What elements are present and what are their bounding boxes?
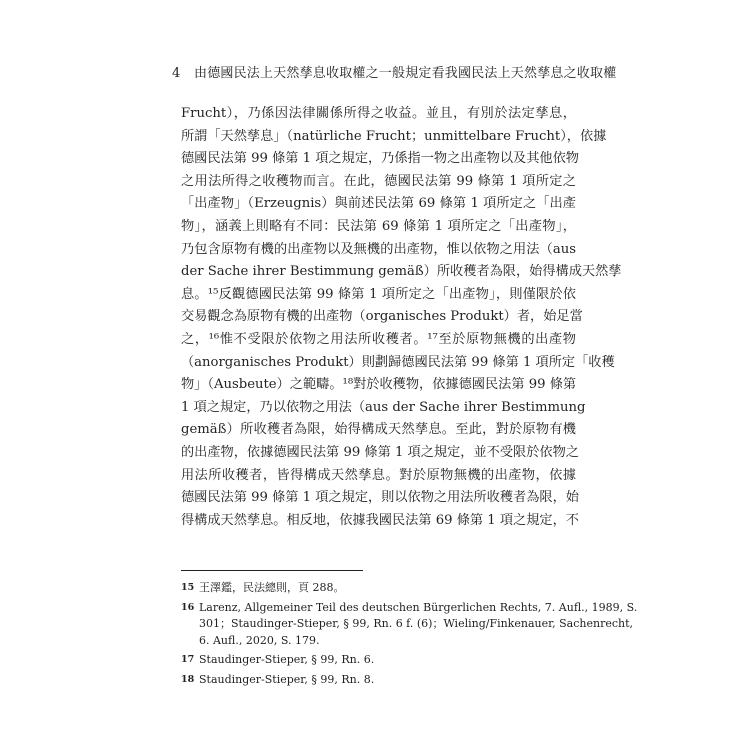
footnotes [181,580,638,692]
footnote-line: Larenz, Allgemeiner Teil des deutschen Bürgerlichen Rechts, 7. Aufl., 1989, S. [199,600,638,614]
body-line: 之，¹⁶惟不受限於依物之用法所收穫者。¹⁷至於原物無機的出產物 [181,331,576,347]
body-line: 得構成天然孳息。相反地，依據我國民法第 69 條第 1 項之規定，不 [181,512,579,528]
footnote-number: 15 [181,582,195,593]
body-line: 德國民法第 99 條第 1 項之規定，則以依物之用法所收穫者為限，始 [181,490,579,506]
footnote-line: 王澤鑑，民法總則，頁 288。 [199,581,345,594]
footnote-16 [181,600,638,650]
footnote-text [199,580,581,597]
body-line: gemäß）所收穫者為限，始得構成天然孳息。至此，對於原物有機 [181,422,576,438]
footnote-text [199,652,581,669]
footnote-17 [181,652,581,669]
footnote-line: Staudinger-Stieper, § 99, Rn. 8. [199,672,375,686]
page-number: 4 [172,66,181,81]
footnote-line: 301；Staudinger-Stieper, § 99, Rn. 6 f. (6)；Wieling/Finkenauer, Sachenrecht, [199,617,634,631]
body-line: der Sache ihrer Bestimmung gemäß）所收穫者為限，始得構成天然孳 [181,264,622,280]
body-text [181,103,622,532]
footnote-number: 16 [181,601,195,613]
body-line: 物」，涵義上則略有不同：民法第 69 條第 1 項所定之「出產物」， [181,218,576,234]
body-line: 用法所收穫者，皆得構成天然孳息。對於原物無機的出產物，依據 [181,467,576,483]
footnote-15 [181,580,581,597]
footnote-separator [181,570,363,571]
footnote-line: 6. Aufl., 2020, S. 179. [199,633,320,647]
footnote-text [199,672,581,689]
footnote-line: Staudinger-Stieper, § 99, Rn. 6. [199,653,375,667]
footnote-number: 17 [181,654,195,666]
body-line: 「出產物」（Erzeugnis）與前述民法第 69 條第 1 項所定之「出產 [181,196,576,212]
footnote-number: 18 [181,673,195,685]
running-header [172,66,617,82]
body-line: 息。¹⁵反觀德國民法第 99 條第 1 項所定之「出產物」，則僅限於依 [181,286,576,302]
body-line: 的出產物，依據德國民法第 99 條第 1 項之規定，並不受限於依物之 [181,444,579,460]
body-line: 之用法所得之收穫物而言。在此，德國民法第 99 條第 1 項所定之 [181,173,576,189]
body-line: Frucht），乃係因法律關係所得之收益。並且，有別於法定孳息， [181,106,576,121]
running-title: 由德國民法上天然孳息收取權之一般規定看我國民法上天然孳息之收取權 [194,66,617,81]
footnote-text [199,600,637,650]
body-line: 所謂「天然孳息」（natürliche Frucht；unmittelbare Frucht），依據 [181,128,607,144]
footnote-18 [181,672,581,689]
body-line: 交易觀念為原物有機的出產物（organisches Produkt）者，始足當 [181,309,583,325]
body-line: 1 項之規定，乃以依物之用法（aus der Sache ihrer Bestimmung [181,399,586,415]
body-line: 物」（Ausbeute）之範疇。¹⁸對於收穫物，依據德國民法第 99 條第 [181,377,577,393]
body-line: 德國民法第 99 條第 1 項之規定，乃係指一物之出產物以及其他依物 [181,151,579,167]
body-line: （anorganisches Produkt）則劃歸德國民法第 99 條第 1 項所定「收穫 [181,354,615,370]
body-line: 乃包含原物有機的出產物以及無機的出產物，惟以依物之用法（aus [181,241,576,257]
